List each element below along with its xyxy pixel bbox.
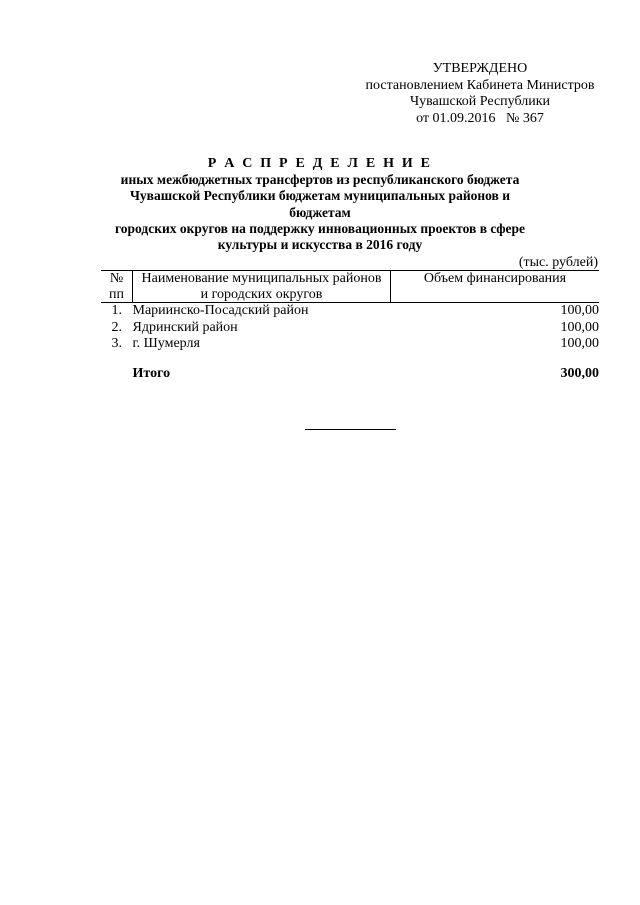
- spacer-cell: [391, 353, 600, 366]
- header-name: [133, 271, 391, 303]
- header-name-line-1: Наименование муниципальных районов: [141, 271, 382, 286]
- approval-issuer: постановлением Кабинета Министров: [365, 77, 595, 93]
- row-name: Ядринский район: [132, 319, 238, 335]
- document-title-main: Р А С П Р Е Д Е Л Е Н И Е: [207, 156, 433, 171]
- header-name-line-2: и городских округов: [200, 286, 323, 302]
- document-subtitle-line-3: городских округов на поддержку инновационных проектов в сфере: [114, 220, 526, 236]
- row-name: г. Шумерля: [132, 336, 200, 351]
- document-subtitle-line-2: Чувашской Республики бюджетам муниципальных районов и бюджетам: [130, 188, 510, 220]
- row-number: 2.: [111, 319, 122, 335]
- document-subtitle-line-1: иных межбюджетных трансфертов из республиканского бюджета: [120, 172, 520, 188]
- document-title: [100, 156, 540, 253]
- table-row: [101, 336, 599, 353]
- spacer-cell: [133, 353, 391, 366]
- row-sum: 100,00: [560, 336, 599, 351]
- header-number-line-1: №: [109, 271, 124, 286]
- row-sum: 100,00: [560, 319, 599, 335]
- row-number: 1.: [111, 303, 122, 318]
- table-row: [101, 320, 599, 337]
- table-header-row: [101, 271, 599, 303]
- approval-stamp: [362, 61, 598, 127]
- header-number: [101, 271, 133, 303]
- total-label: Итого: [132, 365, 171, 381]
- units-note: (тыс. рублей): [518, 255, 598, 270]
- document-subtitle-line-4: культуры и искусства в 2016 году: [217, 237, 423, 253]
- row-name: Мариинско-Посадский район: [132, 303, 309, 318]
- header-sum: Объем финансирования: [391, 271, 600, 303]
- table-row: [101, 303, 599, 320]
- distribution-table: [101, 270, 599, 382]
- spacer-cell: [101, 353, 133, 366]
- closing-divider: [305, 429, 396, 430]
- table-total-row: [101, 366, 599, 383]
- row-sum: 100,00: [560, 303, 599, 318]
- total-number-cell: [101, 366, 133, 383]
- row-number: 3.: [111, 336, 122, 351]
- total-sum: 300,00: [560, 365, 599, 381]
- table-spacer-row: [101, 353, 599, 366]
- approval-title: УТВЕРЖДЕНО: [432, 61, 528, 76]
- approval-date-number: от 01.09.2016 № 367: [416, 110, 544, 126]
- header-number-line-2: пп: [109, 286, 124, 302]
- approval-republic: Чувашской Республики: [409, 94, 551, 109]
